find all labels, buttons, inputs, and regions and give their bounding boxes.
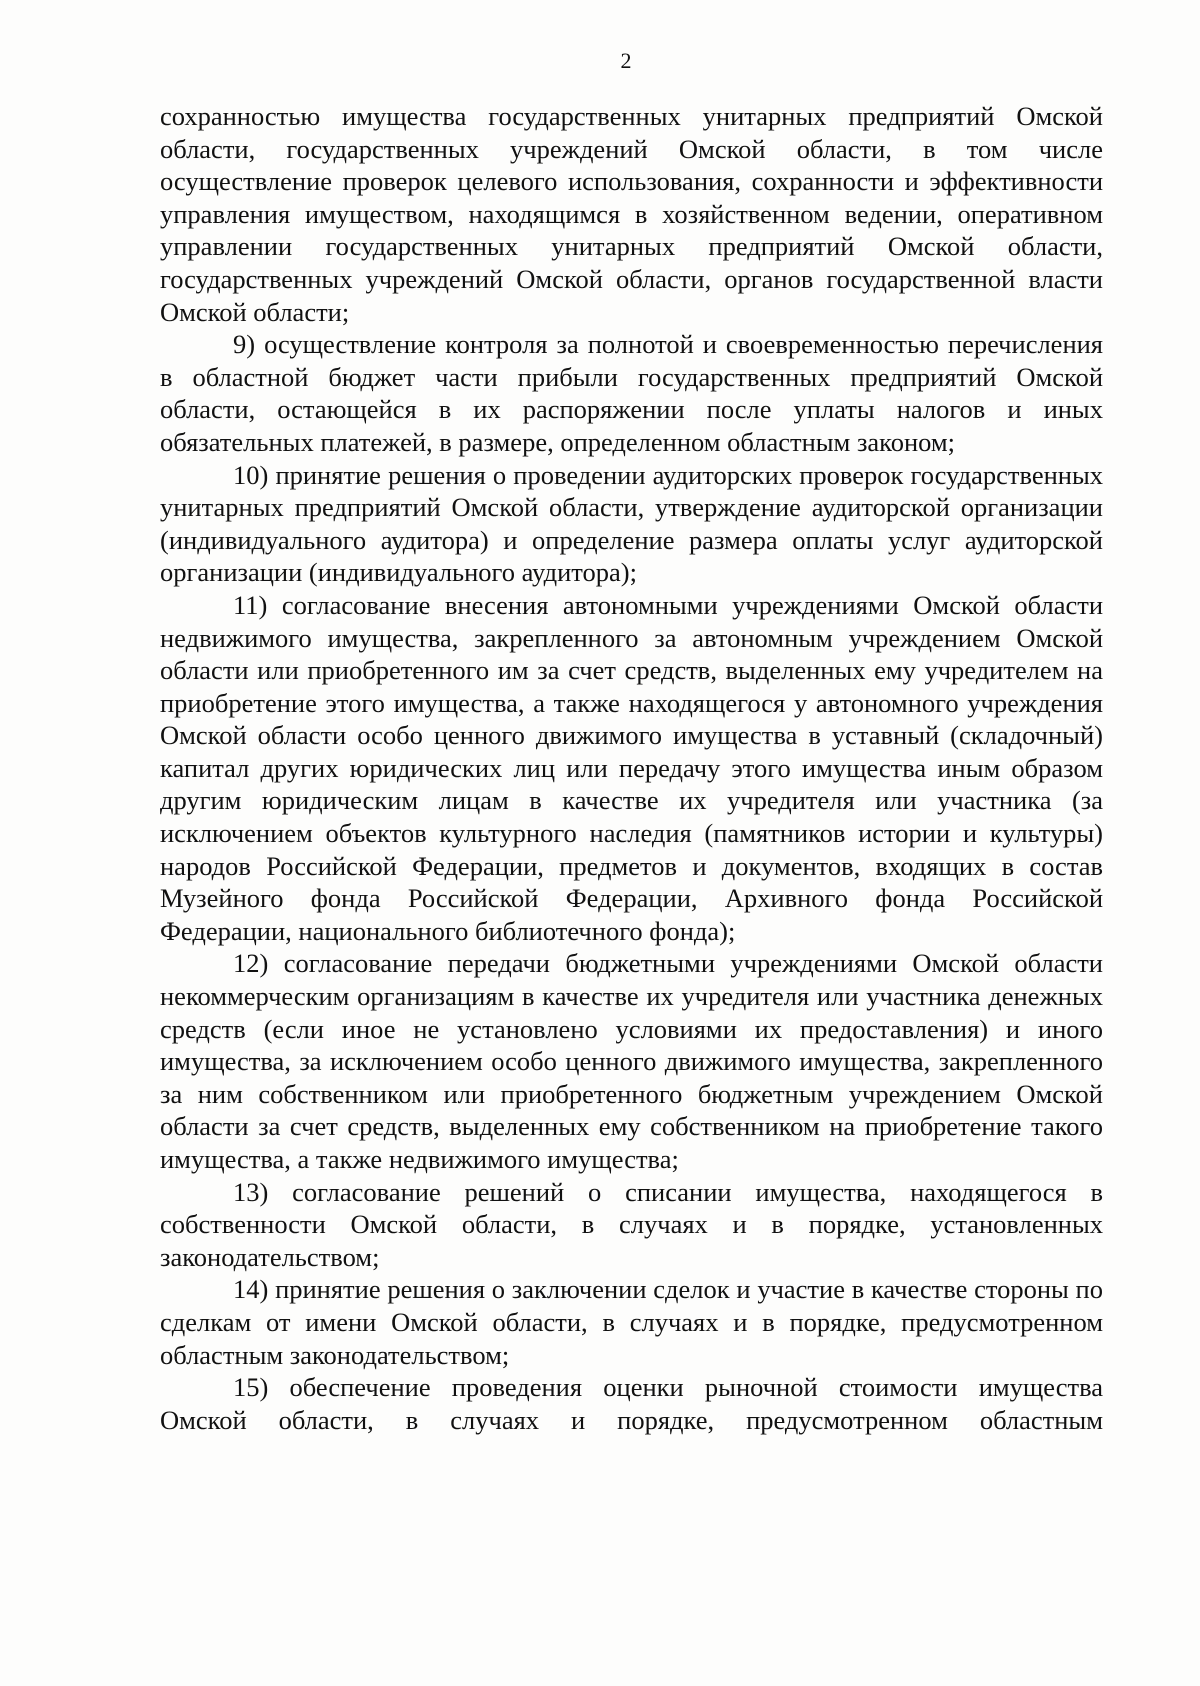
page-number: 2 [620,48,632,73]
paragraph-item-11: 11) согласование внесения автономными учреждениями Омской области недвижимого имущества, закрепленного за автономным учреждением Омской области или приобретенного им за счет средств, выделенных ему учредителем на приобретение этого имущества, а также находящегося у автономного учреждения Омской области особо ценного движимого имущества в уставный (складочный) капитал других юридических лиц или передачу этого имущества иным образом другим юридическим лицам в качестве их учредителя или участника (за исключением объектов культурного наследия (памятников истории и культуры) народов Российской Федерации, предметов и документов, входящих в состав Музейного фонда Российской Федерации, Архивного фонда Российской Федерации, национального библиотечного фонда); [160,589,1103,946]
document-body [160,100,1103,1436]
paragraph-item-13: 13) согласование решений о списании имущества, находящегося в собственности Омской области, в случаях и в порядке, установленных законодательством; [160,1176,1103,1272]
paragraph-item-12: 12) согласование передачи бюджетными учреждениями Омской области некоммерческим организациям в качестве их учредителя или участника денежных средств (если иное не установлено условиями их предоставления) и иного имущества, за исключением особо ценного движимого имущества, закрепленного за ним собственником или приобретенного бюджетным учреждением Омской области за счет средств, выделенных ему собственником на приобретение такого имущества, а также недвижимого имущества; [160,948,1103,1174]
paragraph-item-9: 9) осуществление контроля за полнотой и своевременностью перечисления в областной бюджет части прибыли государственных предприятий Омской области, остающейся в их распоряжении после уплаты налогов и иных обязательных платежей, в размере, определенном областным законом; [160,329,1103,457]
paragraph-item-14: 14) принятие решения о заключении сделок и участие в качестве стороны по сделкам от имени Омской области, в случаях и в порядке, предусмотренном областным законодательством; [160,1274,1103,1370]
paragraph-continuation: сохранностью имущества государственных унитарных предприятий Омской области, государственных учреждений Омской области, в том числе осуществление проверок целевого использования, сохранности и эффективности управления имуществом, находящимся в хозяйственном ведении, оперативном управлении государственных унитарных предприятий Омской области, государственных учреждений Омской области, органов государственной власти Омской области; [160,101,1103,327]
paragraph-item-15: 15) обеспечение проведения оценки рыночной стоимости имущества Омской области, в случаях и порядке, предусмотренном областным [160,1372,1103,1435]
paragraph-item-10: 10) принятие решения о проведении аудиторских проверок государственных унитарных предприятий Омской области, утверждение аудиторской организации (индивидуального аудитора) и определение размера оплаты услуг аудиторской организации (индивидуального аудитора); [160,459,1103,588]
